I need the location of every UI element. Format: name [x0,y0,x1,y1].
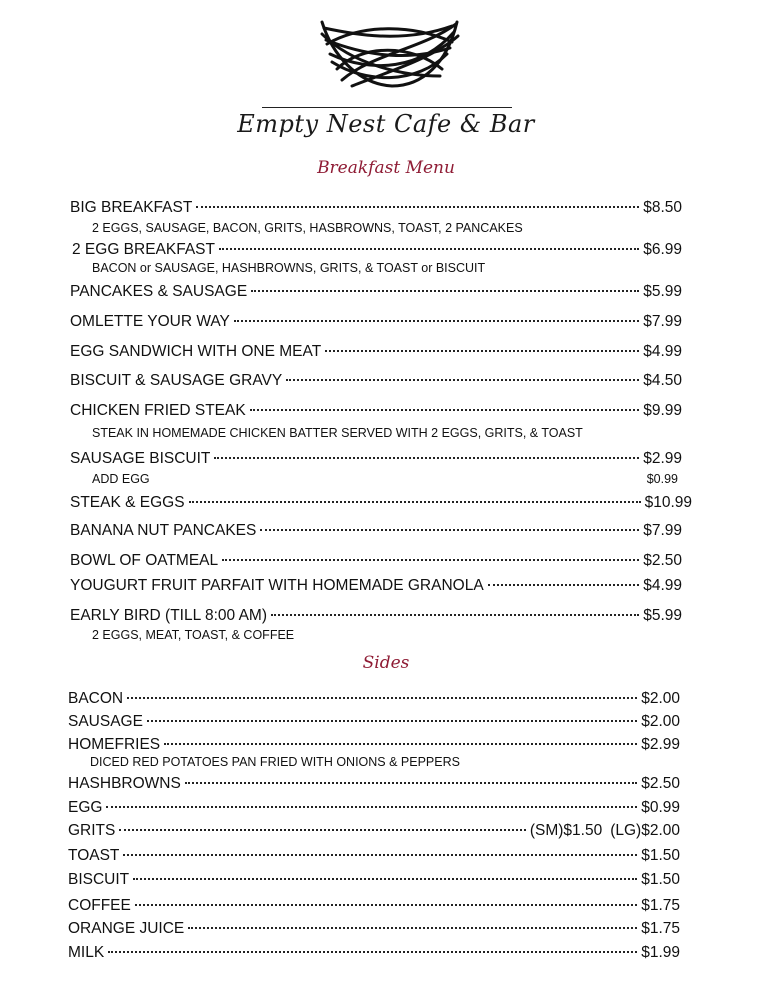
item-name: SAUSAGE BISCUIT [70,450,211,467]
item-name: EARLY BIRD (TILL 8:00 AM) [70,607,267,624]
dot-leader [127,697,637,699]
item-price: $2.50 [641,775,680,792]
side-item-hashbrowns [68,775,680,793]
item-price: $5.99 [643,607,682,624]
menu-item-big-breakfast [70,199,682,217]
item-price: $0.99 [641,799,680,816]
item-name: PANCAKES & SAUSAGE [70,283,248,300]
dot-leader [133,878,637,880]
item-name: BIG BREAKFAST [70,199,193,216]
dot-leader [325,350,639,352]
dot-leader [260,529,639,531]
dot-leader [251,290,639,292]
menu-item-sausage-biscuit [70,450,682,468]
item-name: GRITS [68,822,116,839]
item-price: $1.50 [641,847,680,864]
side-item-homefries [68,736,680,754]
dot-leader [164,743,637,745]
item-addon [92,472,678,487]
item-name: SAUSAGE [68,713,143,730]
item-price: $2.00 [641,690,680,707]
item-name: MILK [68,944,105,961]
menu-item-chicken-fried-steak [70,402,682,420]
menu-item-egg-sandwich [70,343,682,361]
item-name: COFFEE [68,897,131,914]
addon-price: $0.99 [646,472,678,486]
item-price: $5.99 [643,283,682,300]
item-name: CHICKEN FRIED STEAK [70,402,246,419]
dot-leader [214,457,639,459]
dot-leader [135,904,637,906]
item-price: $1.75 [641,920,680,937]
brand-name: Empty Nest Cafe & Bar [237,110,535,138]
item-price: $1.99 [641,944,680,961]
dot-leader [250,409,640,411]
item-description: STEAK IN HOMEMADE CHICKEN BATTER SERVED WITH 2 EGGS, GRITS, & TOAST [92,426,583,440]
dot-leader [222,559,639,561]
item-price: $4.99 [643,577,682,594]
menu-item-pancakes-sausage [70,283,682,301]
dot-leader [119,829,525,831]
item-name: BANANA NUT PANCAKES [70,522,257,539]
dot-leader [234,320,639,322]
menu-item-biscuit-gravy [70,372,682,390]
item-price: $7.99 [643,313,682,330]
item-name: 2 EGG BREAKFAST [72,241,215,258]
dot-leader [123,854,637,856]
dot-leader [286,379,639,381]
item-name: TOAST [68,847,120,864]
item-price: $6.99 [643,241,682,258]
side-item-orange-juice [68,920,680,938]
side-item-grits [68,822,680,840]
item-price: $2.99 [643,450,682,467]
dot-leader [147,720,637,722]
side-item-egg [68,799,680,817]
logo-divider [262,107,512,108]
item-name: BACON [68,690,124,707]
item-price: $1.75 [641,897,680,914]
item-price: $1.50 [641,871,680,888]
item-price: $2.50 [643,552,682,569]
item-description: 2 EGGS, MEAT, TOAST, & COFFEE [92,628,295,642]
item-description: BACON or SAUSAGE, HASHBROWNS, GRITS, & TOAST or BISCUIT [92,261,486,275]
item-name: BISCUIT [68,871,130,888]
menu-item-parfait [70,577,682,595]
item-price: $9.99 [643,402,682,419]
item-description: 2 EGGS, SAUSAGE, BACON, GRITS, HASBROWNS, TOAST, 2 PANCAKES [92,221,523,235]
item-price: $2.99 [641,736,680,753]
menu-item-banana-pancakes [70,522,682,540]
item-description: DICED RED POTATOES PAN FRIED WITH ONIONS & PEPPERS [90,755,460,769]
menu-item-oatmeal [70,552,682,570]
side-item-biscuit [68,871,680,889]
item-price: $8.50 [643,199,682,216]
dot-leader [219,248,639,250]
dot-leader [271,614,639,616]
item-name: OMLETTE YOUR WAY [70,313,230,330]
item-name: BISCUIT & SAUSAGE GRAVY [70,372,283,389]
menu-item-omlette [70,313,682,331]
menu-item-steak-eggs [70,494,692,512]
side-item-sausage [68,713,680,731]
side-item-bacon [68,690,680,708]
item-name: HASHBROWNS [68,775,181,792]
item-name: YOUGURT FRUIT PARFAIT WITH HOMEMADE GRANOLA [70,577,484,594]
grits-small-price: (SM)$1.50 [529,822,603,839]
item-price: $10.99 [644,494,692,511]
item-price: $4.99 [643,343,682,360]
side-item-toast [68,847,680,865]
side-item-milk [68,944,680,962]
addon-label: ADD EGG [92,472,150,486]
item-name: STEAK & EGGS [70,494,185,511]
item-name: HOMEFRIES [68,736,161,753]
item-name: EGG [68,799,103,816]
side-item-coffee [68,897,680,915]
item-name: EGG SANDWICH WITH ONE MEAT [70,343,322,360]
dot-leader [188,927,637,929]
menu-item-early-bird [70,607,682,625]
dot-leader [106,806,637,808]
dot-leader [196,206,639,208]
dot-leader [185,782,637,784]
item-name: ORANGE JUICE [68,920,185,937]
breakfast-heading: Breakfast Menu [317,158,455,178]
sides-heading: Sides [362,653,410,673]
dot-leader [189,501,641,503]
dot-leader [488,584,640,586]
item-name: BOWL OF OATMEAL [70,552,219,569]
item-price: $4.50 [643,372,682,389]
dot-leader [108,951,637,953]
item-price: $2.00 [641,713,680,730]
menu-item-2-egg-breakfast [72,241,682,259]
item-price: $7.99 [643,522,682,539]
item-price: (LG)$2.00 [610,822,680,839]
nest-logo-icon [312,14,462,98]
